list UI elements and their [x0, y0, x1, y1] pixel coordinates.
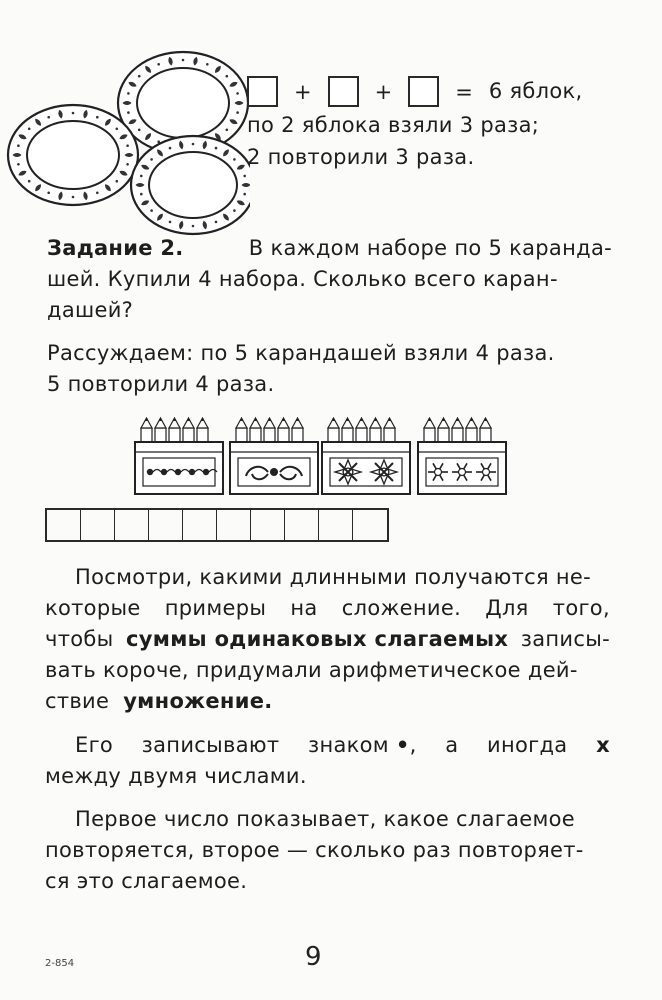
explanation-line-10: ся это слагаемое.: [45, 869, 248, 893]
task2-line-2: шей. Купили 4 набора. Сколько всего каран-: [47, 267, 558, 291]
plus-sign: +: [294, 79, 312, 104]
top-line-1: по 2 яблока взяли 3 раза;: [247, 113, 540, 137]
explanation-line-9: повторяется, второе — сколько раз повторяет-: [45, 838, 584, 862]
answer-box-3[interactable]: [408, 76, 439, 107]
plus-sign: +: [374, 79, 393, 104]
reasoning-line-2: 5 повторили 4 раза.: [47, 372, 275, 396]
bold-term-multiplication: умножение: [123, 689, 265, 713]
explanation-line-4: вать короче, придумали арифметическое дей-: [45, 658, 578, 682]
answer-box-2[interactable]: [328, 76, 359, 107]
explanation-line-8: Первое число показывает, какое слагаемое: [75, 807, 575, 831]
answer-cell[interactable]: [353, 510, 387, 540]
print-code: 2-854: [45, 958, 75, 969]
answer-cell[interactable]: [285, 510, 319, 540]
reasoning-line-1: Рассуждаем: по 5 карандашей взяли 4 раза.: [47, 341, 555, 365]
explanation-line-7: между двумя числами.: [45, 764, 307, 788]
page-number: 9: [305, 942, 322, 972]
answer-cell[interactable]: [115, 510, 149, 540]
bold-term-sum: суммы одинаковых слагаемых: [126, 627, 509, 651]
equation-result: 6 яблок,: [488, 79, 583, 103]
answer-cell[interactable]: [319, 510, 353, 540]
multiplication-x: х: [596, 733, 610, 757]
answer-box-1[interactable]: [247, 76, 278, 107]
explanation-line-2: которые примеры на сложение. Для того,: [45, 596, 610, 620]
plates-illustration: [5, 45, 250, 245]
answer-cell[interactable]: [183, 510, 217, 540]
top-equation: [247, 76, 582, 107]
explanation-line-1: Посмотри, какими длинными получаются не-: [75, 565, 591, 589]
top-line-2: 2 повторили 3 раза.: [247, 145, 475, 169]
multiplication-dot: •: [395, 733, 410, 757]
explanation-line-3: чтобы суммы одинаковых слагаемых записы-: [45, 624, 610, 655]
pencil-sets-illustration: [130, 416, 520, 498]
answer-grid[interactable]: [45, 508, 389, 542]
answer-cell[interactable]: [81, 510, 115, 540]
explanation-line-6: Его записывают знаком •, а иногда х: [75, 730, 610, 761]
answer-cell[interactable]: [149, 510, 183, 540]
answer-cell[interactable]: [217, 510, 251, 540]
task2-line-1: Задание 2. В каждом наборе по 5 каранда-: [47, 233, 612, 264]
pencil-set: [135, 418, 223, 494]
task2-line-3: дашей?: [47, 298, 134, 322]
explanation-line-5: ствие умножение.: [45, 689, 273, 713]
task2-label: Задание 2.: [47, 236, 184, 260]
answer-cell[interactable]: [251, 510, 285, 540]
equals-sign: =: [455, 79, 473, 104]
answer-cell[interactable]: [47, 510, 81, 540]
plate-front: [131, 136, 250, 234]
pencil-set: [322, 418, 410, 494]
pencil-set: [418, 418, 506, 494]
plate-left: [8, 105, 138, 205]
pencil-set: [230, 418, 318, 494]
